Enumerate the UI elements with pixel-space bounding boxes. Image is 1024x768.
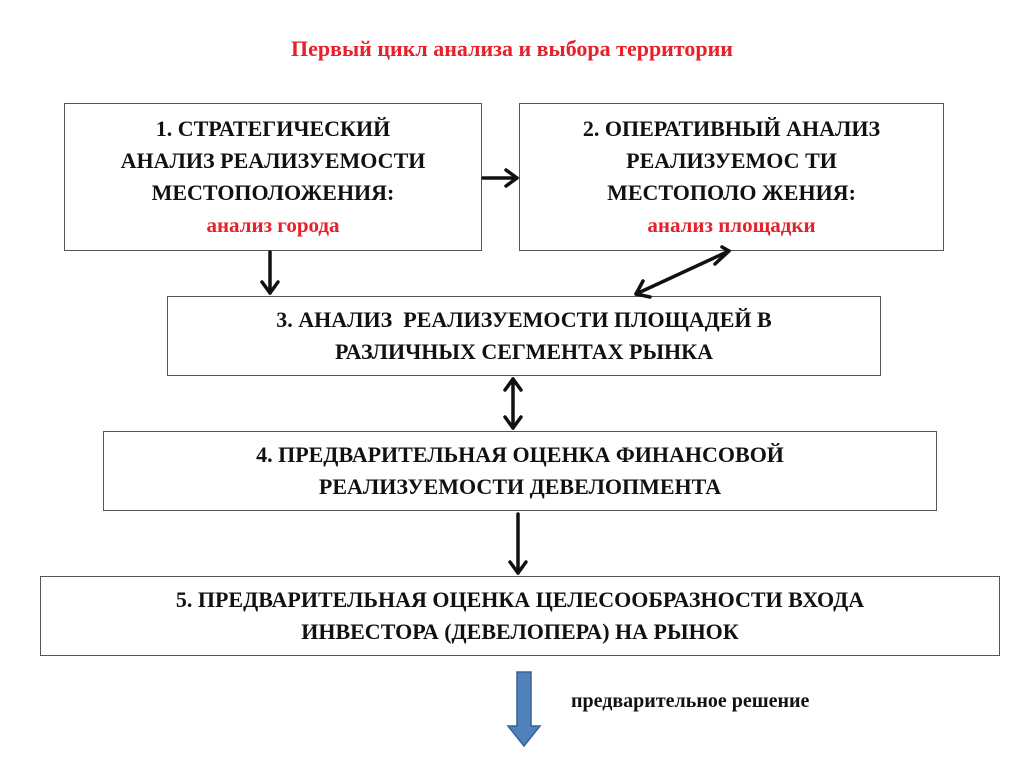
step-4-line-1: 4. ПРЕДВАРИТЕЛЬНАЯ ОЦЕНКА ФИНАНСОВОЙ (256, 442, 784, 467)
step-1-line-3: МЕСТОПОЛОЖЕНИЯ: (151, 180, 395, 205)
step-3-line-1: 3. АНАЛИЗ РЕАЛИЗУЕМОСТИ ПЛОЩАДЕЙ В (276, 307, 772, 332)
step-1-line-1: 1. СТРАТЕГИЧЕСКИЙ (155, 116, 391, 141)
arrow-step4-to-step5 (510, 514, 526, 573)
decision-block-arrow (508, 672, 540, 746)
diagram-title: Первый цикл анализа и выбора территории (291, 36, 733, 61)
double-arrow-step2-step3 (636, 247, 729, 297)
step-5-line-2: ИНВЕСТОРА (ДЕВЕЛОПЕРА) НА РЫНОК (301, 619, 739, 644)
step-1-subtitle: анализ города (206, 213, 340, 237)
step-2-line-1: 2. ОПЕРАТИВНЫЙ АНАЛИЗ (582, 116, 881, 141)
step-5-line-1: 5. ПРЕДВАРИТЕЛЬНАЯ ОЦЕНКА ЦЕЛЕСООБРАЗНОСТИ ВХОДА (175, 587, 865, 612)
step-3-line-2: РАЗЛИЧНЫХ СЕГМЕНТАХ РЫНКА (334, 339, 714, 364)
step-4-line-2: РЕАЛИЗУЕМОСТИ ДЕВЕЛОПМЕНТА (318, 474, 722, 499)
step-2-line-2: РЕАЛИЗУЕМОС ТИ (626, 148, 837, 173)
preliminary-decision-label: предварительное решение (571, 690, 810, 712)
arrow-step1-to-step3 (262, 252, 278, 293)
arrow-step1-to-step2 (483, 170, 517, 186)
step-2-line-3: МЕСТОПОЛО ЖЕНИЯ: (607, 180, 856, 205)
step-2-subtitle: анализ площадки (647, 213, 816, 237)
double-arrow-step3-step4 (505, 379, 521, 428)
step-1-line-2: АНАЛИЗ РЕАЛИЗУЕМОСТИ (120, 148, 426, 173)
